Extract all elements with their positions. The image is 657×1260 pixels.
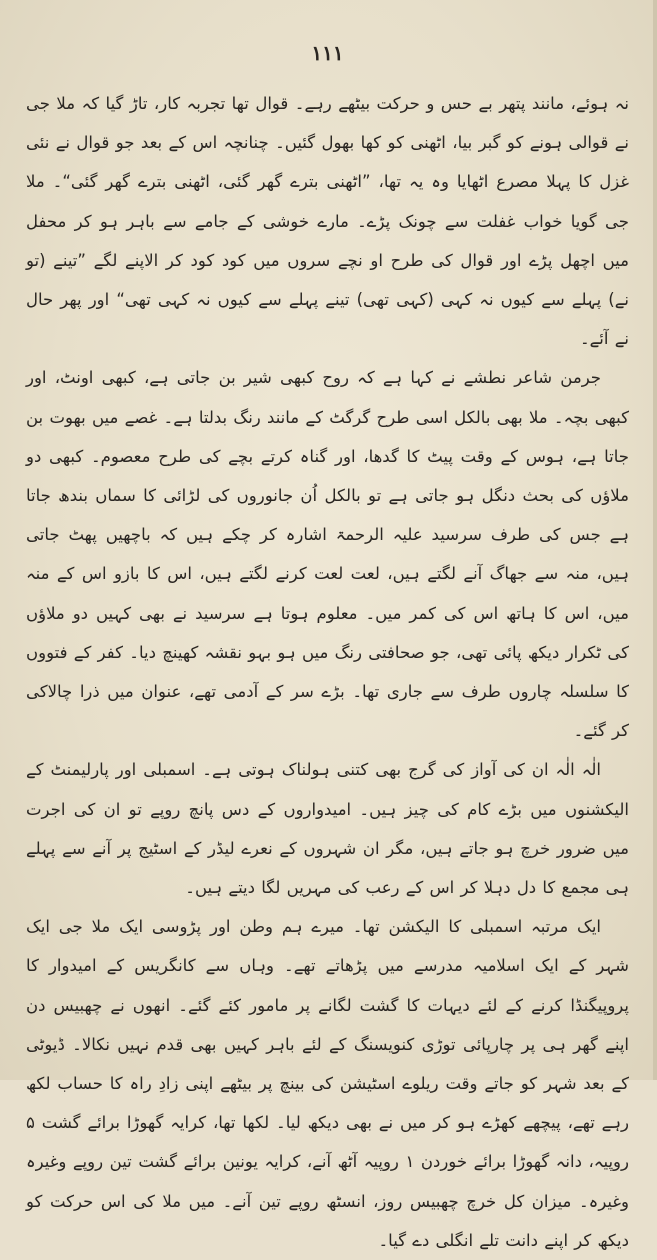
page-body xyxy=(26,84,629,1260)
paragraph-qawwal: نہ ہوئے، مانند پتھر بے حس و حرکت بیٹھے رہے۔ قوال تھا تجربہ کار، تاڑ گیا کہ ملا جی نے قوالی ہونے کو گبر بیا، اٹھنی کو کھا بھول گئیں۔ چنانچہ اس کے بعد جو قوال نے نئی غزل کا پہلا مصرع اٹھایا وہ یہ تھا، ”اٹھنی بترے گھر گئی، اٹھنی بترے گھر گئی“۔ ملا جی گویا خواب غفلت سے چونک پڑے۔ مارے خوشی کے جامے سے باہر ہو کر محفل میں اچھل پڑے اور قوال کی طرح او نچے سروں میں کود کود کر الاپنے لگے ”تینے (تو نے) پہلے سے کیوں نہ کہی (کہی تھی) تینے پہلے سے کیوں نہ کہی تھی“ اور پھر حال نے آئے۔ xyxy=(26,94,629,349)
paragraph-nietzsche: جرمن شاعر نطشے نے کہا ہے کہ روح کبھی شیر بن جاتی ہے، کبھی اونٹ، اور کبھی بچہ۔ ملا بھی بالکل اسی طرح گرگٹ کے مانند رنگ بدلتا ہے۔ غصے میں بھوت بن جاتا ہے، ہوس کے وقت پیٹ کا گدھا، اور گناہ کرتے بچے کی طرح معصوم۔ کبھی دو ملاؤں کی بحث دنگل ہو جاتی ہے تو بالکل اُن جانوروں کی لڑائی کا سماں بندھ جاتا ہے جس کی طرف سرسید علیہ الرحمۃ اشارہ کر چکے ہیں کہ باچھیں پھٹ جاتی ہیں، منہ سے جھاگ آنے لگتے ہیں، لعت لعت کرنے لگتے ہیں، اس کا بازو اس کے منہ میں، اس کا ہاتھ اس کی کمر میں۔ معلوم ہوتا ہے سرسید نے بھی کہیں دو ملاؤں کی ٹکرار دیکھ پائی تھی، جو صحافتی رنگ میں ہو بہو نقشہ کھینچ دیا۔ کفر کے فتووں کا سلسلہ چاروں طرف سے جاری تھا۔ بڑے سر کے آدمی تھے، عنوان میں ذرا چالاکی کر گئے۔ xyxy=(26,368,629,741)
paragraph-election-anecdote: ایک مرتبہ اسمبلی کا الیکشن تھا۔ میرے ہم وطن اور پڑوسی ایک ملا جی ایک شہر کے ایک اسلامیہ مدرسے میں پڑھاتے تھے۔ وہاں سے کانگریس کے امیدوار کا پروپیگنڈا کرنے کے لئے دیہات کا گشت لگانے پر مامور کئے گئے۔ انھوں نے چھبیس دن اپنے گھر ہی پر چارپائی توڑی کنویسنگ کے لئے باہر کہیں بھی قدم نہیں نکالا۔ ڈیوٹی کے بعد شہر کو جاتے وقت ریلوے اسٹیشن کی بینچ پر بیٹھے اپنی زادِ راہ کا حساب لکھ رہے تھے، پیچھے کھڑے ہو کر میں نے بھی دیکھ لیا۔ لکھا تھا، کرایہ گھوڑا برائے گشت ۵ روپیہ، دانہ گھوڑا برائے خوردن ۱ روپیہ آٹھ آنے، کرایہ یونین برائے گشت تین روپے وغیرہ وغیرہ۔ میزان کل خرچ چھبیس روز، انسٹھ روپے تین آنے۔ میں ملا کی اس حرکت کو دیکھ کر اپنے دانت تلے انگلی دے گیا۔ xyxy=(26,917,629,1250)
scan-edge xyxy=(653,0,657,1080)
paragraph-election-slogans: الٰہ الٰہ ان کی آواز کی گرج بھی کتنی ہولناک ہوتی ہے۔ اسمبلی اور پارلیمنٹ کے الیکشنوں میں بڑے کام کی چیز ہیں۔ امیدواروں کے دس پانچ روپے تو ان کی اجرت میں ضرور خرچ ہو جاتے ہیں، مگر ان شہروں کے نعرے لیڈر کے اسٹیج پر آنے سے پہلے ہی مجمع کا دل دہلا کر اس کے رعب کی مہریں لگا دیتے ہیں۔ xyxy=(26,760,629,898)
page-number: ۱۱۱ xyxy=(311,41,344,65)
